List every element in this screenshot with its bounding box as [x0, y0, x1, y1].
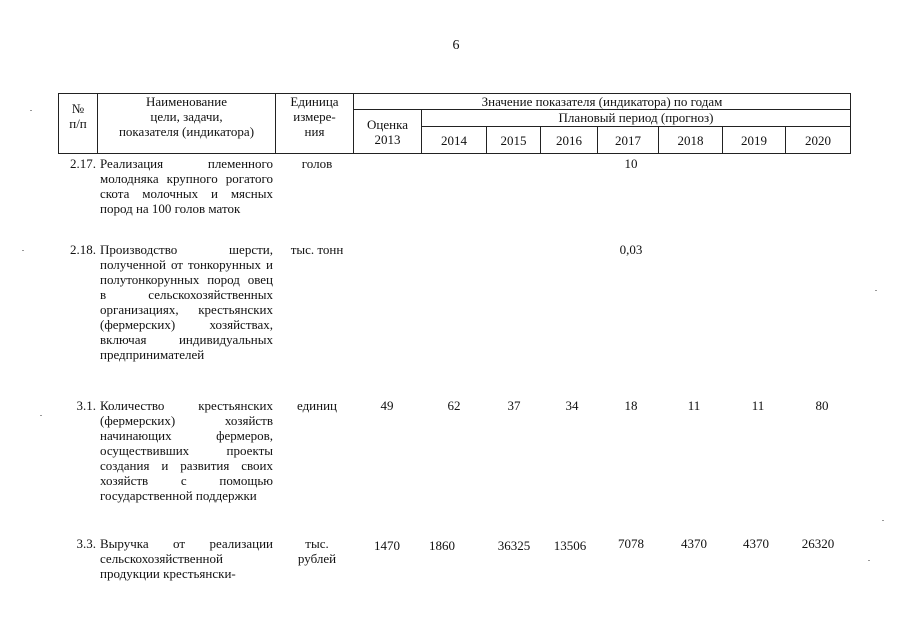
row-value-2019: 4370: [743, 536, 769, 551]
header-year-2018: 2018: [677, 133, 704, 148]
row-value-2019: 11: [751, 398, 765, 413]
row-value-2017: 10: [624, 156, 638, 171]
row-value-2017: 18: [624, 398, 638, 413]
row-value-2014: 62: [447, 398, 461, 413]
header-year-2015: 2015: [500, 133, 527, 148]
row-unit: тыс. тонн: [290, 242, 344, 257]
row-value-2020: 26320: [801, 536, 835, 551]
row-number: 3.1.: [76, 398, 96, 413]
row-number: 2.17.: [70, 156, 96, 171]
row-indicator-name: Выручка от реализации сельскохозяйственной продукции крестьянски-: [100, 536, 273, 581]
row-indicator-name: Количество крестьянских (фермерских) хозяйств начинающих фермеров, осуществивших проекты создания и развития своих хозяйств с помощью государственной поддержки: [100, 398, 273, 503]
header-estimate-2013: Оценка 2013: [367, 117, 408, 147]
header-name: Наименование цели, задачи, показателя (индикатора): [118, 94, 255, 139]
row-value-2017: 0,03: [619, 242, 643, 257]
header-right-border: [850, 93, 851, 154]
row-unit: голов: [301, 156, 333, 171]
header-bottom-border: [58, 153, 851, 154]
row-unit: единиц: [296, 398, 338, 413]
row-value-2016: 13506: [553, 538, 587, 553]
row-number: 3.3.: [76, 536, 96, 551]
row-value-2018: 11: [687, 398, 701, 413]
row-value-2016: 34: [565, 398, 579, 413]
row-value-2015: 36325: [497, 538, 531, 553]
page-number: 6: [452, 38, 460, 53]
row-number: 2.18.: [70, 242, 96, 257]
row-value-2013: 49: [380, 398, 394, 413]
header-values: Значение показателя (индикатора) по годам: [481, 94, 723, 109]
header-plan-period: Плановый период (прогноз): [558, 110, 714, 125]
header-num: № п/п: [69, 101, 87, 131]
row-unit: тыс. рублей: [297, 536, 337, 566]
row-value-2015: 37: [507, 398, 521, 413]
header-year-2016: 2016: [556, 133, 582, 148]
header-year-2014: 2014: [441, 133, 467, 148]
row-value-2020: 80: [815, 398, 829, 413]
row-value-2013: 1470: [374, 538, 400, 553]
row-value-2014: 1860: [429, 538, 455, 553]
header-year-2017: 2017: [615, 133, 641, 148]
row-value-2017: 7078: [618, 536, 644, 551]
row-value-2018: 4370: [681, 536, 707, 551]
header-year-2019: 2019: [741, 133, 767, 148]
row-indicator-name: Производство шерсти, полученной от тонкорунных и полутонкорунных пород овец в сельскохозяйственных организациях, крестьянских (фермерских) хозяйствах, включая индивидуальных предпринимателей: [100, 242, 273, 362]
header-unit: Единица измере- ния: [290, 94, 339, 139]
row-indicator-name: Реализация племенного молодняка крупного рогатого скота молочных и мясных пород на 100 голов маток: [100, 156, 273, 216]
header-year-2020: 2020: [805, 133, 831, 148]
